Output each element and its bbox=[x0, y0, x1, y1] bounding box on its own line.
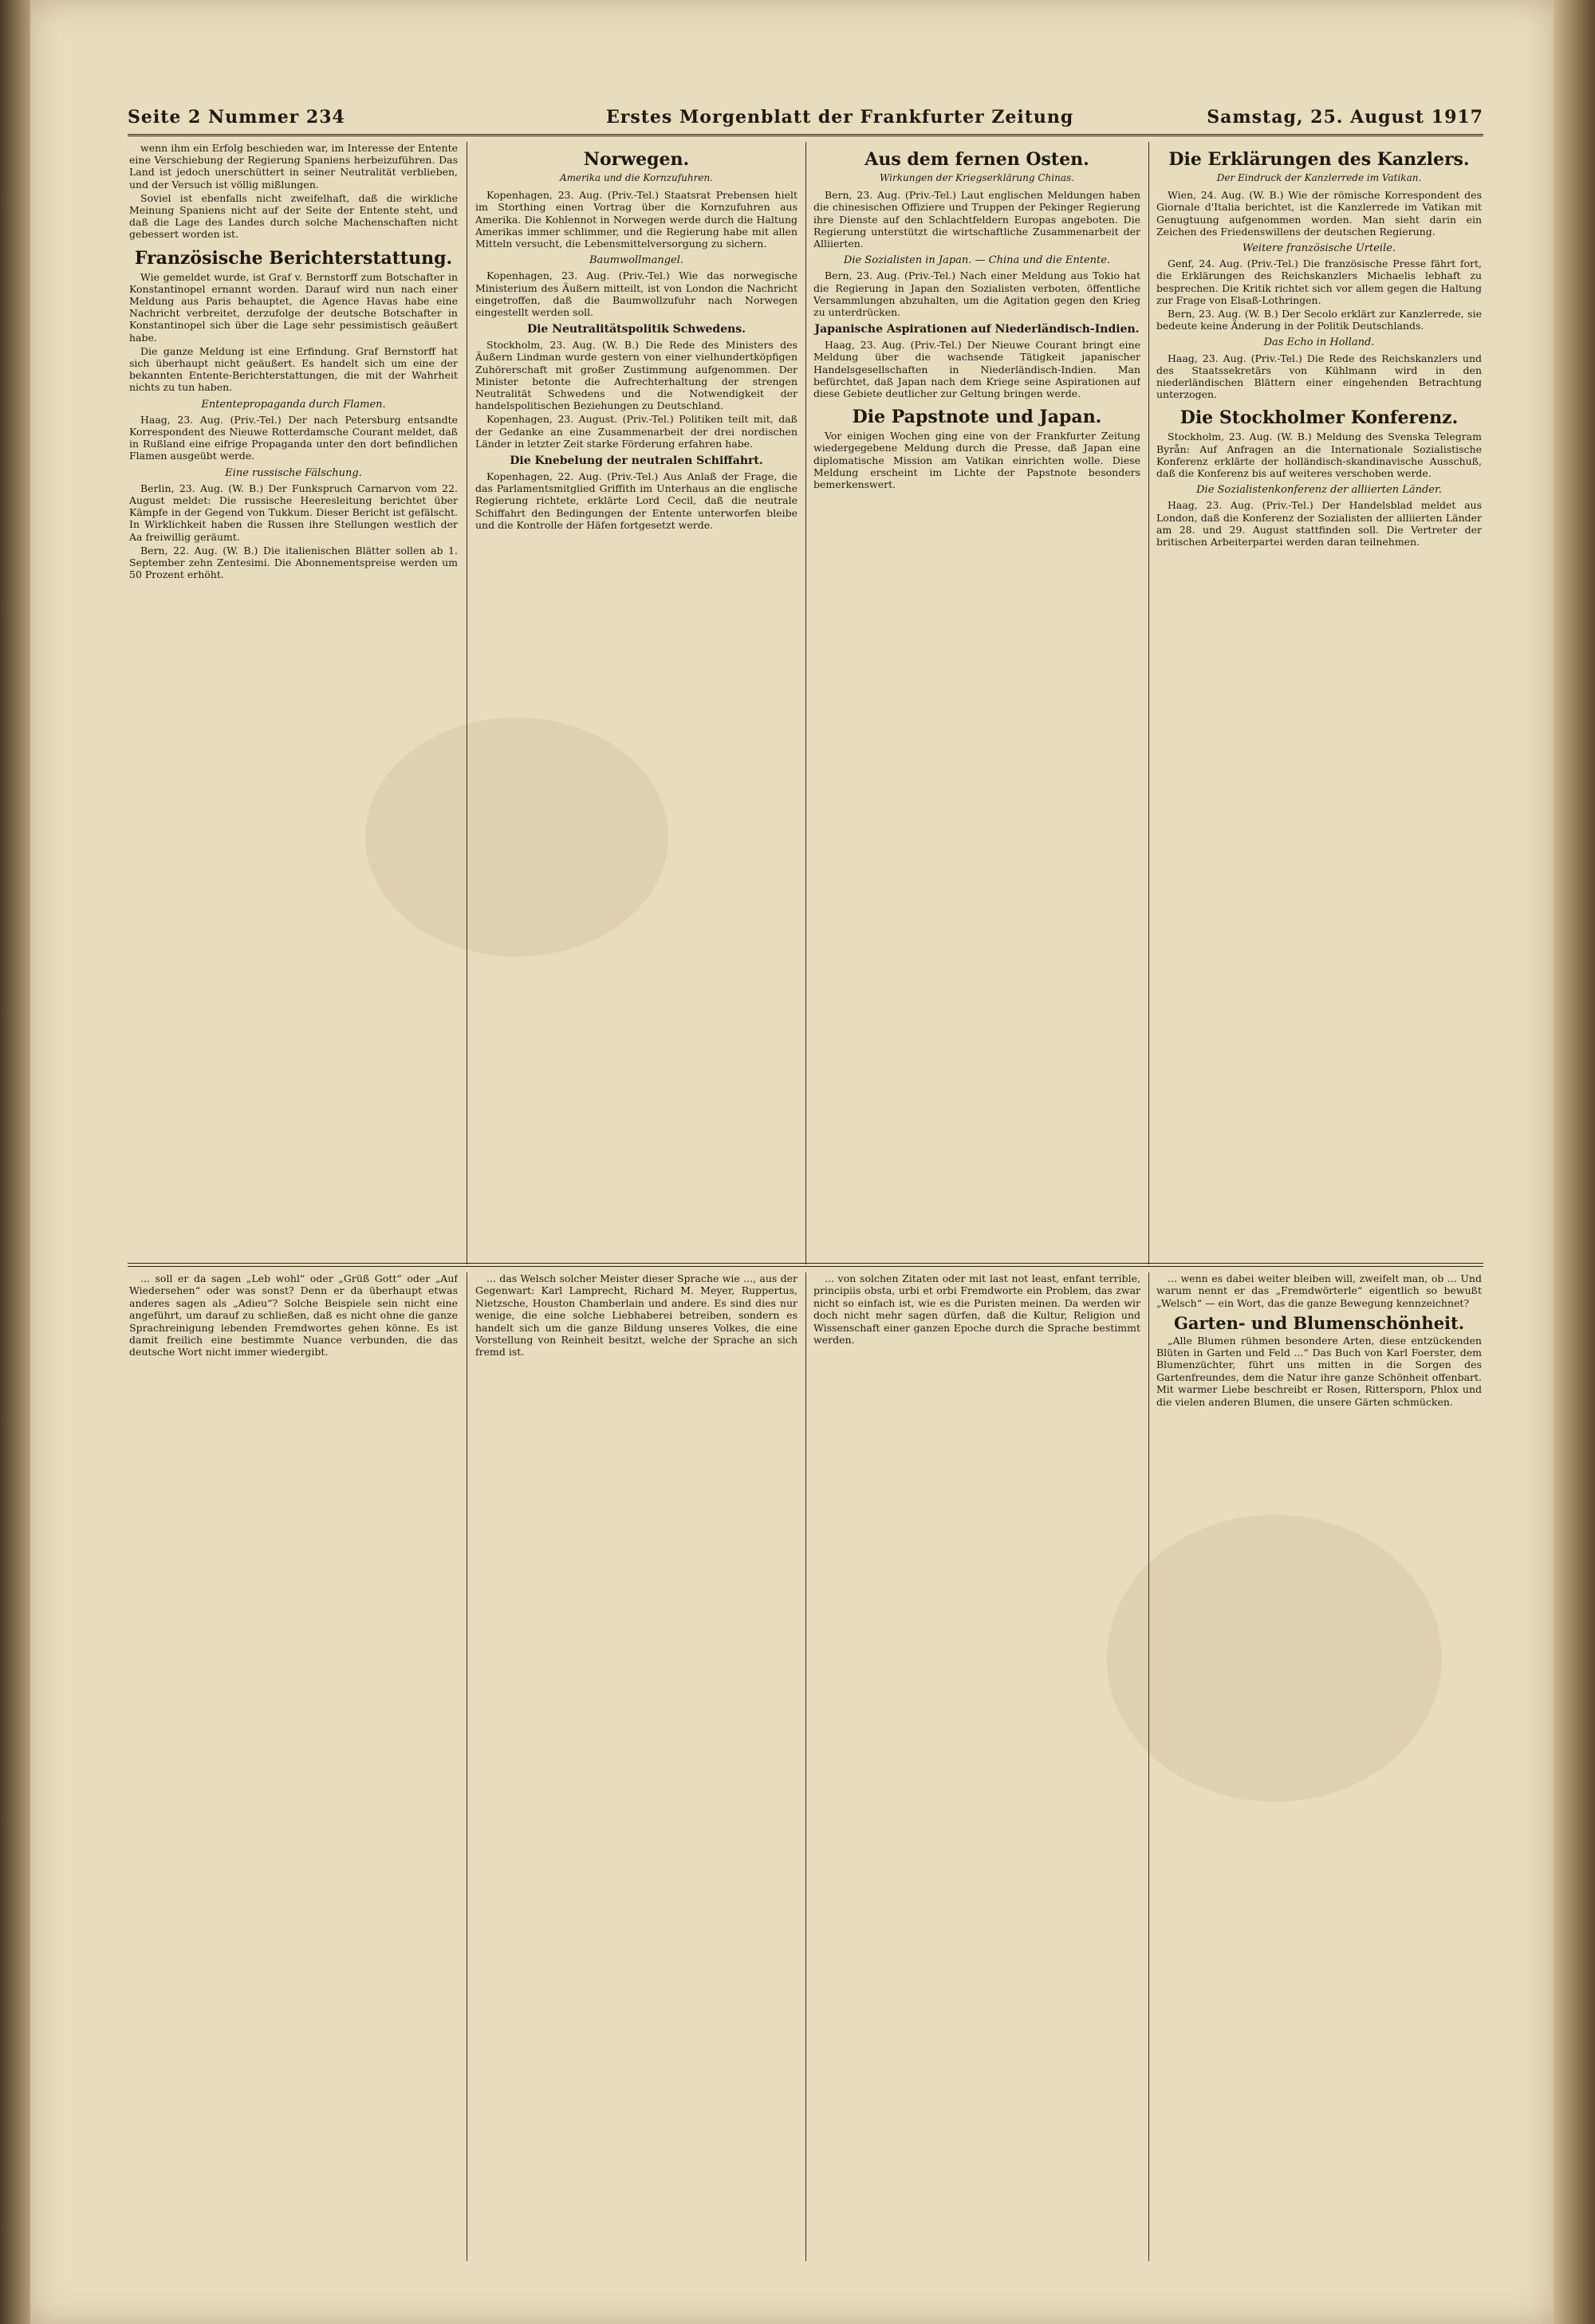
column-2 bbox=[475, 142, 798, 1258]
feuilleton-column-1 bbox=[129, 1272, 458, 2253]
article-paragraph: Wien, 24. Aug. (W. B.) Wie der römische Korrespondent des Giornale d'Italia berichtet, ist die Kanzlerrede im Vatikan mit Genugtuung aufgenommen worden. Man sieht darin ein Zeichen des Friedenswillens der deutschen Regierung. bbox=[1156, 189, 1482, 238]
feuilleton-paragraph: ... wenn es dabei weiter bleiben will, zweifelt man, ob ... Und warum nennt er das „Fremdwörterle“ eigentlich so bewußt „Welsch“ — ein Wort, das die ganze Bewegung kennzeichnet? bbox=[1156, 1272, 1482, 1309]
article-paragraph: Haag, 23. Aug. (Priv.-Tel.) Die Rede des Reichskanzlers und des Staatssekretärs von Kühlmann wird in den niederländischen Blättern einer eingehenden Betrachtung unterzogen. bbox=[1156, 352, 1482, 401]
page-header bbox=[128, 102, 1483, 136]
column-4 bbox=[1156, 142, 1482, 1258]
article-headline: Die Neutralitätspolitik Schwedens. bbox=[526, 323, 746, 336]
article-headline: Die Knebelung der neutralen Schiffahrt. bbox=[510, 454, 763, 468]
column-rule bbox=[1148, 142, 1149, 1264]
article-paragraph: Vor einigen Wochen ging eine von der Frankfurter Zeitung wiedergegebene Meldung durch die Presse, daß Japan eine diplomatische Mission am Vatikan einrichten wolle. Diese Meldung erscheint im Lichte der Papstnote besonders bemerkenswert. bbox=[813, 430, 1140, 491]
article-paragraph: Bern, 22. Aug. (W. B.) Die italienischen Blätter sollen ab 1. September zehn Zentesimi. Die Abonnementspreise werden um 50 Prozent erhöht. bbox=[129, 544, 458, 581]
book-binding bbox=[0, 0, 30, 2324]
article-paragraph: Kopenhagen, 23. August. (Priv.-Tel.) Politiken teilt mit, daß der Gedanke an eine Zusammenarbeit der drei nordischen Länder in letzter Zeit starke Förderung erfahren habe. bbox=[475, 413, 798, 450]
newspaper-title: Erstes Morgenblatt der Frankfurter Zeitung bbox=[606, 107, 1074, 128]
article-subheading: Ententepropaganda durch Flamen. bbox=[201, 398, 386, 411]
article-headline: Japanische Aspirationen auf Niederländisch-Indien. bbox=[814, 323, 1140, 336]
column-rule bbox=[805, 1272, 806, 2261]
article-paragraph: Die ganze Meldung ist eine Erfindung. Graf Bernstorff hat sich überhaupt nicht geäußert. Es handelt sich um eine der bekannten Entente-Berichterstattungen, die mit der Wahrheit nichts zu tun haben. bbox=[129, 344, 458, 394]
feuilleton-paragraph: ... soll er da sagen „Leb wohl“ oder „Grüß Gott“ oder „Auf Wiedersehen“ oder was sonst? Denn er da überhaupt etwas anderes sagen als „Adieu“? Solche Beispiele sein nicht eine angeführt, um darauf zu schließen, daß es nicht ohne die ganze Sprachreinigung lebenden Fremdwortes gehen könne. Es ist damit freilich eine bestimmte Nuance verbunden, die das deutsche Wort nicht immer wiedergibt. bbox=[129, 1272, 458, 1359]
feuilleton-headline: Garten- und Blumenschönheit. bbox=[1173, 1313, 1465, 1334]
article-subheading: Baumwollmangel. bbox=[589, 254, 684, 267]
article-paragraph: Genf, 24. Aug. (Priv.-Tel.) Die französische Presse fährt fort, die Erklärungen des Reichskanzlers Michaelis lebhaft zu besprechen. Die Kritik richtet sich vor allem gegen die Haltung zur Frage von Elsaß-Lothringen. bbox=[1156, 258, 1482, 306]
article-paragraph: Haag, 23. Aug. (Priv.-Tel.) Der Handelsblad meldet aus London, daß die Konferenz der Sozialisten der alliierten Länder am 28. und 29. August stattfinden soll. Die Vertreter der britischen Arbeiterpartei werden daran teilnehmen. bbox=[1156, 499, 1482, 549]
article-paragraph: Berlin, 23. Aug. (W. B.) Der Funkspruch Carnarvon vom 22. August meldet: Die russische Heeresleitung berichtet über Kämpfe in der Gegend von Tukkum. Dieser Bericht ist gefälscht. In Wirklichkeit haben die Russen ihre Stellungen westlich der Aa freiwillig geräumt. bbox=[129, 482, 458, 543]
article-subheading: Weitere französische Urteile. bbox=[1242, 242, 1396, 255]
article-paragraph: Kopenhagen, 22. Aug. (Priv.-Tel.) Aus Anlaß der Frage, die das Parlamentsmitglied Griffith im Unterhaus an die englische Regierung richtete, erklärte Lord Cecil, daß die neutrale Schiffahrt den Bedingungen der Entente unterworfen bleibe und die Kontrolle der Häfen fortgesetzt werde. bbox=[475, 470, 798, 531]
feuilleton-paragraph: ... von solchen Zitaten oder mit last not least, enfant terrible, principiis obsta, urbi et orbi Fremdworte ein Problem, das zwar nicht so einfach ist, wie es die Puristen meinen. Da werden wir doch nicht mehr sagen dürfen, daß die Kultur, Religion und Wissenschaft einer ganzen Epoche durch die Sprache bestimmt werden. bbox=[813, 1272, 1140, 1347]
article-headline: Die Erklärungen des Kanzlers. bbox=[1168, 149, 1470, 170]
article-paragraph: wenn ihm ein Erfolg beschieden war, im Interesse der Entente eine Verschiebung der Regierung Spaniens herbeizuführen. Das Land ist jedoch unerschüttert in seiner Neutralität verblieben, und der Versuch ist völlig mißlungen. bbox=[129, 142, 458, 191]
article-headline: Die Papstnote und Japan. bbox=[852, 407, 1102, 428]
article-subtitle: Amerika und die Kornzufuhren. bbox=[559, 172, 713, 183]
feuilleton-column-4 bbox=[1156, 1272, 1482, 2253]
feuilleton-column-3 bbox=[813, 1272, 1140, 2253]
article-headline: Französische Berichterstattung. bbox=[134, 247, 453, 269]
issue-date: Samstag, 25. August 1917 bbox=[1207, 107, 1483, 128]
article-paragraph: Wie gemeldet wurde, ist Graf v. Bernstorff zum Botschafter in Konstantinopel ernannt worden. Darauf wird nun nach einer Meldung aus Paris behauptet, die Agence Havas habe eine Nachricht verbreitet, derzufolge der deutsche Botschafter in Konstantinopel sich über die Lage sehr pessimistisch geäußert habe. bbox=[129, 270, 458, 344]
article-subheading: Die Sozialisten in Japan. — China und die Entente. bbox=[843, 254, 1111, 267]
article-subtitle: Der Eindruck der Kanzlerrede im Vatikan. bbox=[1216, 172, 1422, 183]
article-headline: Norwegen. bbox=[583, 149, 690, 170]
feuilleton-paragraph: „Alle Blumen rühmen besondere Arten, diese entzückenden Blüten in Garten und Feld ...“ Das Buch von Karl Foerster, dem Blumenzüchter, führt uns mitten in die Sorgen des Gartenfreundes, dem die Natur ihre ganze Schönheit offenbart. Mit warmer Liebe beschreibt er Rosen, Rittersporn, Phlox und die vielen anderen Blumen, die unsere Gärten schmücken. bbox=[1156, 1334, 1482, 1408]
column-rule bbox=[1148, 1272, 1149, 2261]
article-paragraph: Haag, 23. Aug. (Priv.-Tel.) Der Nieuwe Courant bringt eine Meldung über die wachsende Tätigkeit japanischer Handelsgesellschaften in Niederländisch-Indien. Man befürchtet, daß Japan nach dem Kriege seine Aspirationen auf diese Gebiete deutlicher zur Geltung bringen werde. bbox=[813, 339, 1140, 400]
article-paragraph: Soviel ist ebenfalls nicht zweifelhaft, daß die wirkliche Meinung Spaniens nicht auf der Seite der Entente steht, und daß die Lage des Landes durch solche Machenschaften nicht gebessert worden ist. bbox=[129, 191, 458, 241]
article-paragraph: Bern, 23. Aug. (Priv.-Tel.) Nach einer Meldung aus Tokio hat die Regierung in Japan den Sozialisten verboten, öffentliche Versammlungen abzuhalten, um die Agitation gegen den Krieg zu unterdrücken. bbox=[813, 269, 1140, 319]
feuilleton-column-2 bbox=[475, 1272, 798, 2253]
column-rule bbox=[805, 142, 806, 1264]
article-paragraph: Haag, 23. Aug. (Priv.-Tel.) Der nach Petersburg entsandte Korrespondent des Nieuwe Rotterdamsche Courant meldet, daß in Rußland eine eifrige Propaganda unter den dort befindlichen Flamen ausgeübt werde. bbox=[129, 413, 458, 462]
feuilleton-rule bbox=[128, 1263, 1483, 1267]
article-paragraph: Stockholm, 23. Aug. (W. B.) Meldung des Svenska Telegram Byrån: Auf Anfragen an die Internationale Sozialistische Konferenz erklärte der holländisch-skandinavische Ausschuß, daß die Konferenz bis auf weiteres verschoben werde. bbox=[1156, 431, 1482, 480]
page-number: Seite 2 Nummer 234 bbox=[128, 107, 345, 128]
article-headline: Aus dem fernen Osten. bbox=[864, 149, 1089, 170]
article-subheading: Das Echo in Holland. bbox=[1263, 336, 1375, 349]
article-paragraph: Bern, 23. Aug. (W. B.) Der Secolo erklärt zur Kanzlerrede, sie bedeute keine Änderung in der Politik Deutschlands. bbox=[1156, 308, 1482, 332]
article-headline: Die Stockholmer Konferenz. bbox=[1180, 407, 1459, 429]
article-paragraph: Kopenhagen, 23. Aug. (Priv.-Tel.) Wie das norwegische Ministerium des Äußern mitteilt, ist von London die Nachricht eingetroffen, daß die Baumwollzufuhr nach Norwegen eingestellt werden soll. bbox=[475, 269, 798, 319]
article-subheading: Eine russische Fälschung. bbox=[225, 466, 362, 479]
column-3 bbox=[813, 142, 1140, 1258]
article-subheading: Die Sozialistenkonferenz der alliierten Länder. bbox=[1196, 484, 1442, 497]
column-1 bbox=[129, 142, 458, 1258]
page-edge bbox=[1554, 0, 1595, 2324]
article-paragraph: Stockholm, 23. Aug. (W. B.) Die Rede des Ministers des Äußern Lindman wurde gestern von einer vielhundertköpfigen Zuhörerschaft mit großer Zustimmung aufgenommen. Der Minister betonte die Aufrechterhaltung der strengen Neutralität Schwedens und die Notwendigkeit der handelspolitischen Beziehungen zu Deutschland. bbox=[475, 339, 798, 412]
feuilleton-paragraph: ... das Welsch solcher Meister dieser Sprache wie ..., aus der Gegenwart: Karl Lamprecht, Richard M. Meyer, Ruppertus, Nietzsche, Houston Chamberlain und andere. Es sind dies nur wenige, die eine solche Liebhaberei betreiben, sondern es handelt sich um die ganze Bildung unseres Volkes, die eine Vorstellung von Reinheit besitzt, welche der Sprache an sich fremd ist. bbox=[475, 1272, 798, 1359]
article-paragraph: Bern, 23. Aug. (Priv.-Tel.) Laut englischen Meldungen haben die chinesischen Offiziere und Truppen der Pekinger Regierung ihre Dienste auf den Schlachtfeldern Europas angeboten. Die Regierung unterstützt die wirtschaftliche Zusammenarbeit der Alliierten. bbox=[813, 189, 1140, 250]
article-paragraph: Kopenhagen, 23. Aug. (Priv.-Tel.) Staatsrat Prebensen hielt im Storthing einen Vortrag über die Kornzufuhren aus Amerika. Die Kohlennot in Norwegen werde durch die Haltung Amerikas immer schlimmer, und die Regierung habe mit allen Mitteln versucht, die Lebensmittelversorgung zu sichern. bbox=[475, 189, 798, 250]
article-subtitle: Wirkungen der Kriegserklärung Chinas. bbox=[880, 172, 1074, 183]
